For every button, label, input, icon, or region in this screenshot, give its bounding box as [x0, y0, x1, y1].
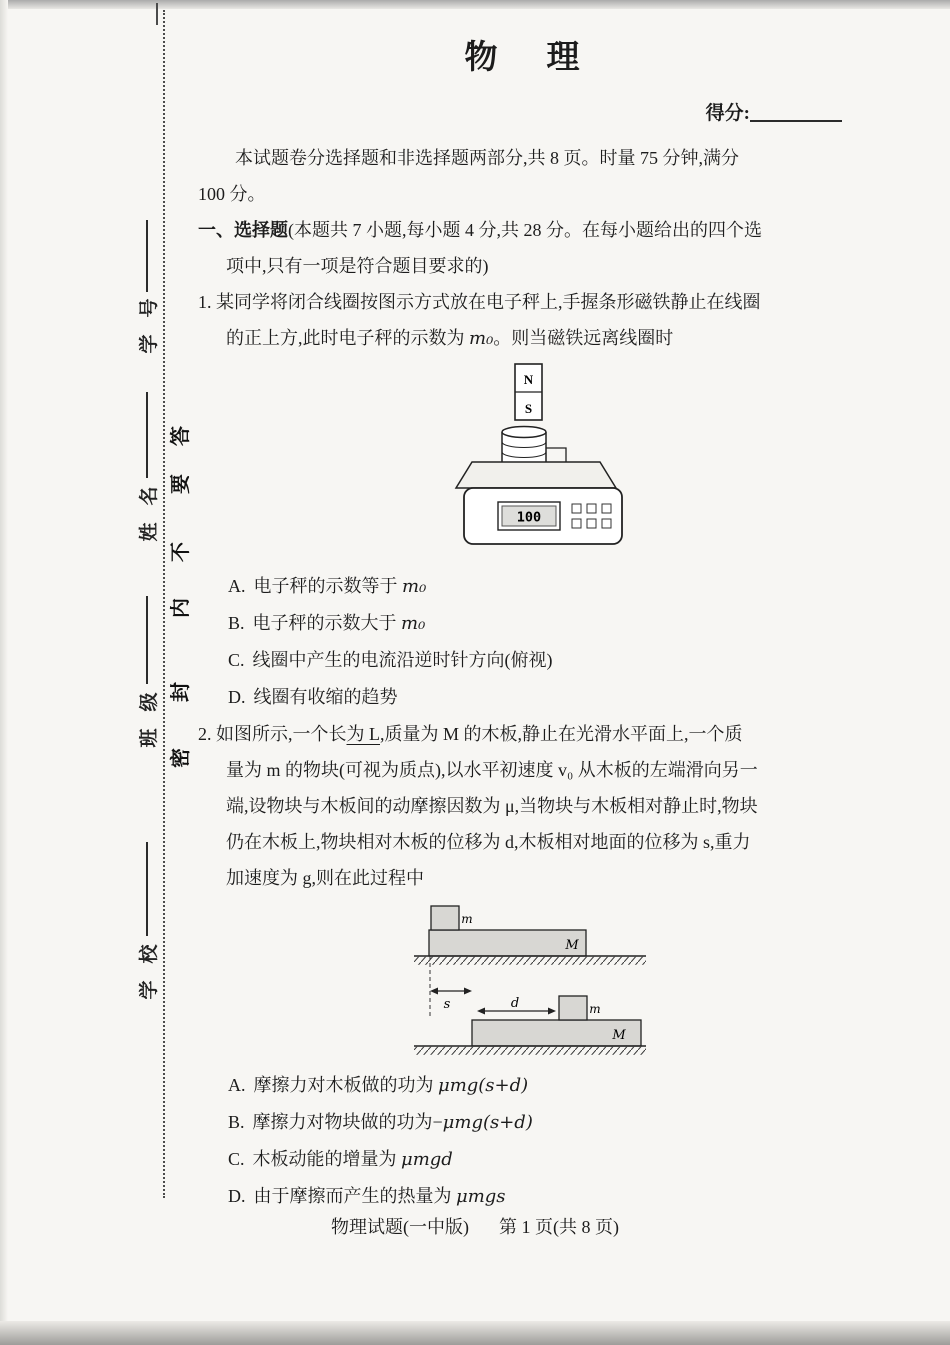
question-2	[198, 716, 854, 1215]
option-math: m₀	[402, 576, 427, 597]
scale-button	[572, 504, 581, 513]
school-blank	[146, 842, 148, 936]
school-label: 校	[138, 944, 160, 964]
option-math: μmgd	[401, 1149, 453, 1170]
option-letter: B.	[228, 1112, 245, 1132]
footer-paper-name: 物理试题(一中版)	[331, 1217, 469, 1237]
magnet-n-label: N	[523, 372, 534, 387]
seal-text-char: 密	[169, 748, 192, 768]
scale-button	[587, 504, 596, 513]
section-1-header	[198, 212, 854, 284]
option-letter: D.	[228, 687, 246, 707]
option-math: μmgs	[456, 1186, 506, 1207]
q2-text-line: 仍在木板上,物块相对木板的位移为 d,木板相对地面的位移为 s,重力	[226, 832, 751, 852]
intro-line: 100 分。	[198, 184, 266, 204]
displacement-s-arrow	[430, 988, 472, 1013]
q2-option-d	[198, 1178, 854, 1215]
question-1	[198, 284, 854, 716]
student-id-label: 学	[138, 334, 160, 354]
s-label: s	[443, 997, 451, 1012]
electronic-scale-body	[464, 488, 622, 544]
class-blank	[146, 596, 148, 684]
seal-text-char: 内	[169, 598, 192, 618]
q2-text-line	[198, 716, 854, 752]
q2-underlined-text: 为 L	[346, 724, 380, 744]
option-letter: D.	[228, 1186, 246, 1206]
scan-edge-bottom	[0, 1321, 950, 1345]
scale-button	[572, 519, 581, 528]
score-blank	[750, 100, 842, 122]
q2-options	[198, 1067, 854, 1215]
class-label: 班	[138, 728, 160, 748]
school-label: 学	[138, 980, 160, 1000]
exam-intro	[198, 140, 854, 212]
option-text: 木板动能的增量为	[252, 1149, 402, 1169]
seal-text-char: 不	[169, 542, 192, 562]
option-letter: C.	[228, 1149, 245, 1169]
student-id-blank	[146, 220, 148, 292]
seal-line-top-tick	[156, 3, 158, 25]
q1-option-c	[198, 642, 854, 679]
q1-option-b	[198, 605, 854, 642]
name-label: 名	[138, 486, 160, 506]
exam-paper-body	[198, 28, 854, 1215]
ground-hatch	[414, 957, 646, 965]
scale-button	[587, 519, 596, 528]
q2-option-b	[198, 1104, 854, 1141]
scan-edge-left	[0, 0, 8, 1345]
d-label: d	[510, 996, 520, 1011]
option-math: μmg(s+d)	[442, 1112, 533, 1133]
q1-text: 的正上方,此时电子秤的示数为	[226, 328, 469, 348]
q1-text-line: 1. 某同学将闭合线圈按图示方式放在电子秤上,手握条形磁铁静止在线圈	[198, 292, 761, 312]
q1-option-a	[198, 568, 854, 605]
board-label: M	[565, 938, 579, 953]
page-footer	[0, 1212, 950, 1242]
section-header-line: 项中,只有一项是符合题目要求的)	[226, 256, 489, 276]
bar-magnet	[515, 364, 542, 420]
q1-figure-scale-and-magnet	[450, 362, 732, 560]
magnet-s-label: S	[524, 401, 533, 416]
q2-figure-block-on-board	[414, 898, 654, 1063]
block-label: m	[461, 912, 473, 926]
q2-text-line: 加速度为 g,则在此过程中	[226, 868, 424, 888]
q1-options	[198, 568, 854, 716]
displacement-d-arrow	[477, 996, 556, 1015]
class-label: 级	[138, 692, 160, 712]
ground-hatch	[414, 1047, 646, 1055]
student-id-label: 号	[138, 298, 160, 318]
scale-platform	[456, 462, 616, 488]
score-label: 得分:	[705, 103, 750, 124]
score-row	[198, 96, 854, 132]
q2-text: ,质量为 M 的木板,静止在光滑水平面上,一个质	[380, 724, 743, 744]
q1-text-line	[198, 320, 854, 357]
option-math: m₀	[401, 613, 426, 634]
intro-line: 本试题卷分选择题和非选择题两部分,共 8 页。时量 75 分钟,满分	[235, 148, 739, 168]
scale-display-value: 100	[516, 509, 542, 526]
section-note: (本题共 7 小题,每小题 4 分,共 28 分。在每小题给出的四个选	[288, 220, 762, 240]
option-letter: A.	[228, 576, 246, 596]
q1-variable: m₀	[469, 328, 494, 349]
scan-edge-top	[0, 0, 950, 9]
seal-text-char: 要	[169, 474, 192, 494]
option-letter: C.	[228, 650, 245, 670]
q2-option-c	[198, 1141, 854, 1178]
scale-button	[602, 519, 611, 528]
name-label: 姓	[138, 522, 160, 542]
scale-button	[602, 504, 611, 513]
option-text: 摩擦力对木板做的功为	[253, 1075, 438, 1095]
option-text: 电子秤的示数大于	[252, 613, 402, 633]
option-text: 线圈中产生的电流沿逆时针方向(俯视)	[252, 650, 553, 670]
q1-text: 。则当磁铁远离线圈时	[493, 328, 674, 348]
q2-text: 2. 如图所示,一个长	[198, 724, 347, 744]
initial-state	[414, 906, 646, 965]
option-text: 由于摩擦而产生的热量为	[253, 1186, 456, 1206]
name-blank	[146, 392, 148, 478]
seal-text-char: 答	[169, 426, 192, 446]
page-title: 物 理	[464, 38, 588, 75]
board-label: M	[612, 1028, 626, 1043]
q2-text-line: 量为 m 的物块(可视为质点),以水平初速度 v₀ 从木板的左端滑向另一	[226, 760, 758, 780]
section-label: 一、选择题	[198, 220, 288, 240]
option-text: 线圈有收缩的趋势	[253, 687, 398, 707]
q2-option-a	[198, 1067, 854, 1104]
option-text: 摩擦力对物块做的功为−	[252, 1112, 443, 1132]
footer-page-number: 第 1 页(共 8 页)	[499, 1217, 619, 1237]
section-header-line	[198, 212, 854, 248]
block-label: m	[589, 1002, 601, 1016]
option-math: μmg(s+d)	[438, 1075, 529, 1096]
seal-text-char: 封	[169, 682, 192, 702]
option-text: 电子秤的示数等于	[253, 576, 402, 596]
q2-text-line: 端,设物块与木板间的动摩擦因数为 μ,当物块与木板相对静止时,物块	[226, 796, 758, 816]
option-letter: A.	[228, 1075, 246, 1095]
q1-option-d	[198, 679, 854, 716]
option-letter: B.	[228, 613, 245, 633]
